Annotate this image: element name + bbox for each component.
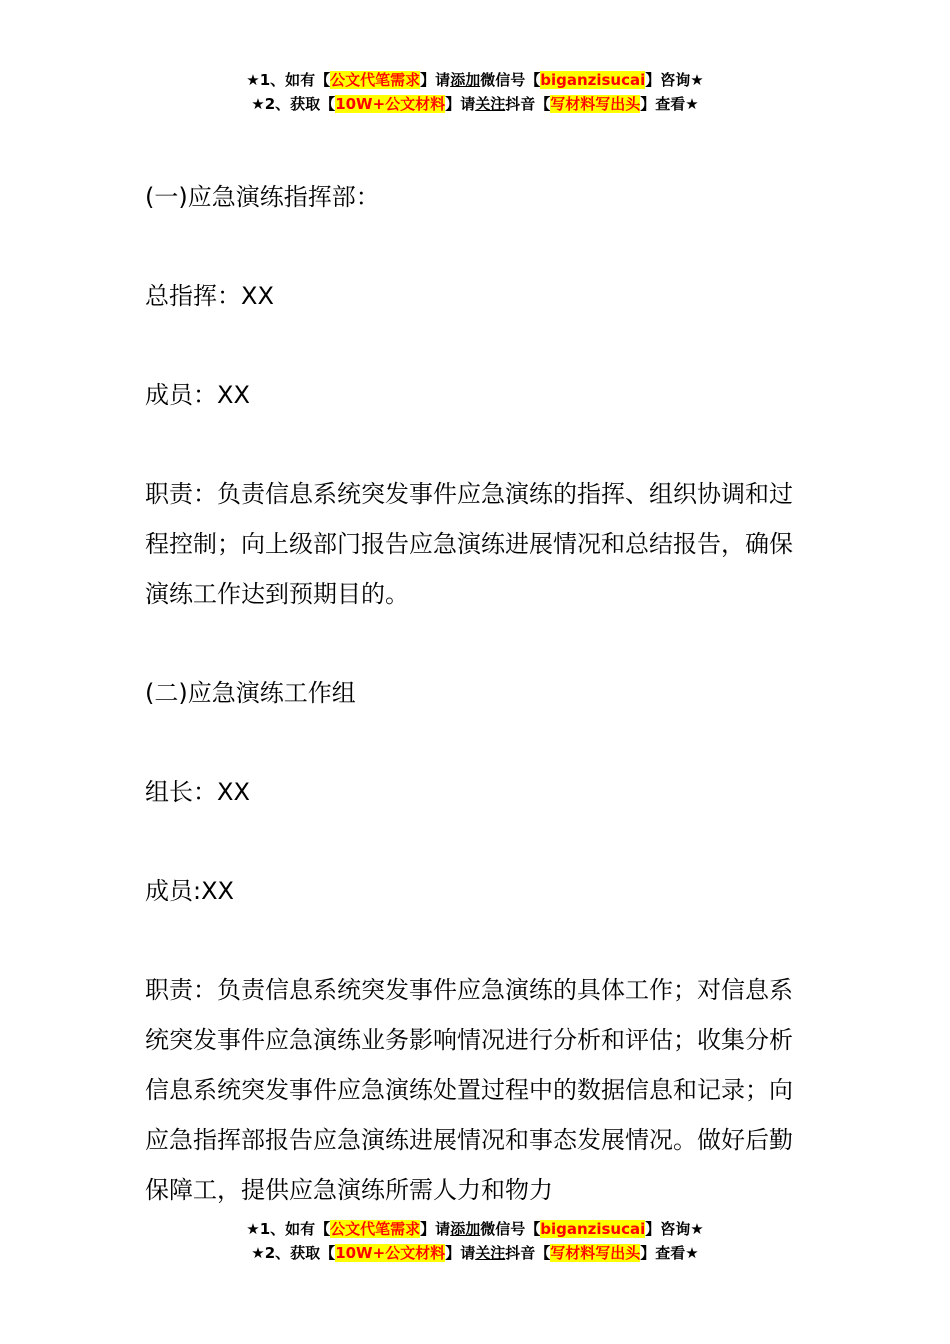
- leader-line: 组长：XX: [145, 778, 250, 806]
- banner-text: ★2、获取【: [251, 95, 336, 113]
- commander-line: 总指挥：XX: [145, 282, 274, 310]
- section-heading: (一)应急演练指挥部：: [145, 183, 380, 211]
- highlight-text: 公文代笔需求: [330, 1220, 421, 1238]
- banner-text: ★2、获取【: [251, 1244, 336, 1262]
- underlined-text: 关注: [475, 1244, 506, 1262]
- banner-line-2: [0, 92, 950, 116]
- footer-banner: [0, 1217, 950, 1265]
- members-line: 成员:XX: [145, 877, 234, 905]
- banner-text: 】请: [445, 95, 476, 113]
- members-line: 成员：XX: [145, 381, 250, 409]
- section-heading: (二)应急演练工作组: [145, 679, 356, 707]
- document-body: [145, 172, 810, 1264]
- banner-text: 微信号【: [480, 1220, 541, 1238]
- banner-text: ★1、如有【: [246, 1220, 331, 1238]
- header-banner: [0, 68, 950, 116]
- banner-text: 】查看★: [640, 95, 699, 113]
- duties-paragraph: 职责：负责信息系统突发事件应急演练的指挥、组织协调和过程控制；向上级部门报告应急演练进展情况和总结报告，确保演练工作达到预期目的。: [145, 480, 793, 608]
- banner-text: 】咨询★: [645, 1220, 704, 1238]
- banner-text: 】咨询★: [645, 71, 704, 89]
- underlined-text: 关注: [475, 95, 506, 113]
- highlight-text: 10W+公文材料: [335, 95, 446, 113]
- banner-line-1: [0, 68, 950, 92]
- banner-text: 】查看★: [640, 1244, 699, 1262]
- banner-text: 抖音【: [505, 95, 551, 113]
- banner-text: 】请: [420, 71, 451, 89]
- banner-text: 】请: [420, 1220, 451, 1238]
- banner-line-1: [0, 1217, 950, 1241]
- banner-line-2: [0, 1241, 950, 1265]
- highlight-text: biganzisucai: [540, 71, 646, 89]
- highlight-text: 公文代笔需求: [330, 71, 421, 89]
- highlight-text: 写材料写出头: [550, 1244, 641, 1262]
- highlight-text: 写材料写出头: [550, 95, 641, 113]
- banner-text: ★1、如有【: [246, 71, 331, 89]
- underlined-text: 添加: [450, 1220, 481, 1238]
- banner-text: 抖音【: [505, 1244, 551, 1262]
- banner-text: 】请: [445, 1244, 476, 1262]
- highlight-text: 10W+公文材料: [335, 1244, 446, 1262]
- highlight-text: biganzisucai: [540, 1220, 646, 1238]
- banner-text: 微信号【: [480, 71, 541, 89]
- underlined-text: 添加: [450, 71, 481, 89]
- duties-paragraph: 职责：负责信息系统突发事件应急演练的具体工作；对信息系统突发事件应急演练业务影响情况进行分析和评估；收集分析信息系统突发事件应急演练处置过程中的数据信息和记录；向应急指挥部报告应急演练进展情况和事态发展情况。做好后勤保障工，提供应急演练所需人力和物力: [145, 976, 793, 1204]
